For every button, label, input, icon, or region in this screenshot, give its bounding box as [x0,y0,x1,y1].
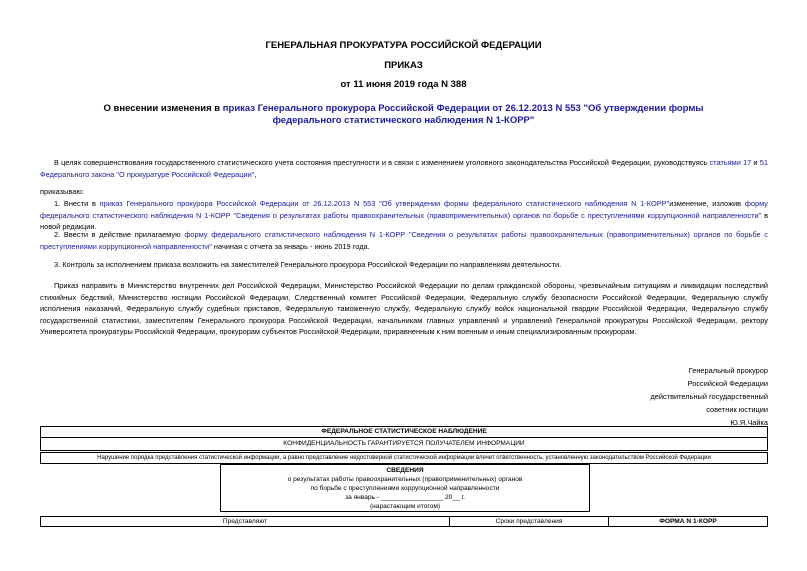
item-1 [40,198,768,233]
preamble-text: В целях совершенствования государственного статистического учета состояния преступности и в связи с изменением уголовного законодательства Российской Федерации, руководствуясь [54,158,710,167]
item-1-end: в новой редакции. [40,210,768,231]
form-period: за январь - _________________ 20__ г. [345,494,465,501]
item-2-num: 2. Ввести в действие прилагаемую [54,230,185,239]
item-2-link-form[interactable]: форму федерального статистического наблюдения N 1-КОРР "Сведения о результатах работы правоохранительных (правоприменительных) органов по борьбе с преступлениями коррупционной направленности" [40,230,768,251]
title-link[interactable]: приказ Генерального прокурора Российской Федерации от 26.12.2013 N 553 "Об утверждении формы федерального статистического наблюдения N 1-КОРР" [222,103,704,126]
preamble-end: , [254,169,257,179]
title-prefix: О внесении изменения в [103,103,223,114]
form-row-confidential: КОНФИДЕНЦИАЛЬНОСТЬ ГАРАНТИРУЕТСЯ ПОЛУЧАТЕЛЕМ ИНФОРМАЦИИ [40,437,768,451]
link-article-51[interactable]: 51 Федерального закона "О прокуратуре Российской Федерации" [40,158,768,179]
distribution: Приказ направить в Министерство внутренних дел Российской Федерации, Министерство Российской Федерации по делам гражданской обороны, чрезвычайным ситуациям и ликвидации последствий стихийных бедствий, Министерство юстиции Российской Федерации, Следственный комитет Российской Федерации, Федеральную службу безопасности Российской Федерации, Федеральную службу исполнения наказаний, Федеральную службу судебных приставов, Федеральную таможенную службу, Федеральную службу войск национальной гвардии Российской Федерации, Федеральную службу государственной статистики, заместителям Генерального прокурора Российской Федерации, начальникам главных управлений и управлений Генеральной прокуратуры Российской Федерации, ректору Университета прокуратуры Российской Федерации, прокурорам субъектов Российской Федерации, приравненным к ним военным и иным специализированным прокурорам. [40,281,768,336]
preamble-and: и [751,158,760,167]
form-subtitle-1: о результатах работы правоохранительных (правоприменительных) органов [287,476,523,483]
signature-block [568,364,768,429]
link-article-17[interactable]: статьями 17 [709,158,752,167]
signature-country: Российской Федерации [687,379,768,388]
signature-position: Генеральный прокурор [688,366,768,375]
item-1-num: 1. Внести в [54,199,100,208]
item-1-link-form[interactable]: форму федерального статистического наблюдения N 1-КОРР "Сведения о результатах работы правоохранительных (правоприменительных) органов по борьбе с преступлениями коррупционной направленности" [40,199,768,220]
form-row-federal: ФЕДЕРАЛЬНОЕ СТАТИСТИЧЕСКОЕ НАБЛЮДЕНИЕ [40,426,768,438]
preamble [40,157,768,180]
form-col-form-code: ФОРМА N 1-КОРР [608,516,768,527]
form-svedeniya: СВЕДЕНИЯ [386,467,424,474]
document-type: ПРИКАЗ [384,60,423,71]
form-cumulative: (нарастающим итогом) [369,503,441,510]
item-3: 3. Контроль за исполнением приказа возложить на заместителей Генерального прокурора Российской Федерации по направлениям деятельности. [54,260,562,269]
orders-word: приказываю: [40,187,84,196]
item-2-end: начиная с отчета за январь - июнь 2019 года. [211,241,370,251]
form-col-deadlines: Сроки представления [449,516,609,527]
form-title-box [220,464,590,512]
signature-name: Ю.Я.Чайка [730,418,768,427]
signature-rank-2: советник юстиции [706,405,768,414]
order-title [70,103,737,127]
item-1-link-order[interactable]: приказ Генерального прокурора Российской Федерации от 26.12.2013 N 553 "Об утверждении формы федерального статистического наблюдения N 1-КОРР" [99,199,670,208]
item-2 [40,229,768,252]
signature-rank: действительный государственный [650,392,768,401]
org-heading: ГЕНЕРАЛЬНАЯ ПРОКУРАТУРА РОССИЙСКОЙ ФЕДЕРАЦИИ [265,40,542,51]
form-col-submitters: Представляют [40,516,450,527]
form-row-warning: Нарушение порядка представления статистической информации, а равно представление недостоверной статистической информации влечет ответственность, установленную законодательством Российской Федерации [40,452,768,464]
item-1-mid: изменение, изложив [669,199,745,208]
order-date-number: от 11 июня 2019 года N 388 [340,79,467,90]
form-subtitle-2: по борьбе с преступлениями коррупционной направленности [310,485,500,492]
